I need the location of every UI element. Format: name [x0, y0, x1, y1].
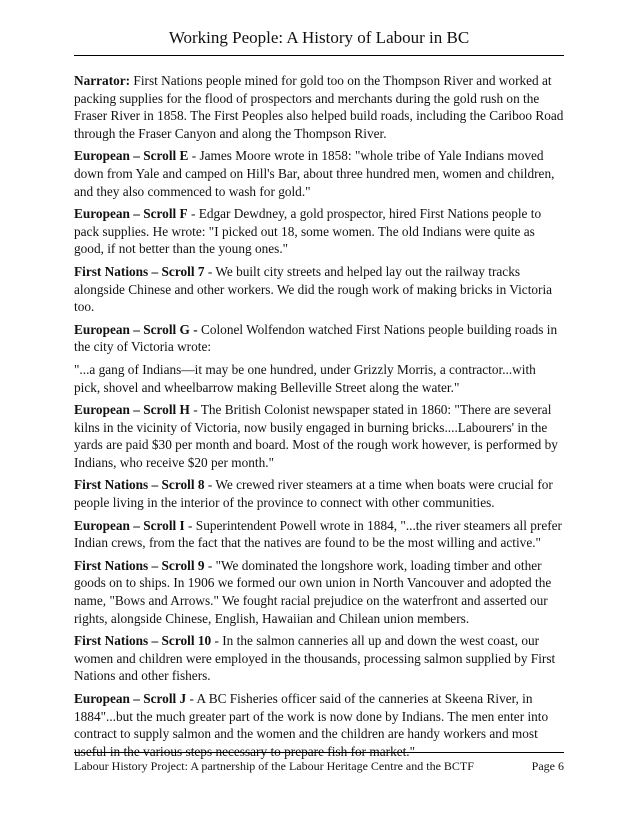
- paragraph-scroll-8: [74, 476, 564, 511]
- speaker-label: Narrator:: [74, 73, 131, 88]
- paragraph-text: "...a gang of Indians—it may be one hundred, under Grizzly Morris, a contractor...with pick, shovel and wheelbarrow making Belleville Street along the water.": [74, 361, 536, 395]
- speaker-label: European – Scroll H: [74, 402, 190, 418]
- paragraph-text: Colonel Wolfendon watched First Nations people building roads in the city of Victoria wrote:: [74, 321, 558, 355]
- paragraph-text: - We built city streets and helped lay out the railway tracks alongside Chinese and other workers. We did the rough work of making bricks in Victoria too.: [74, 263, 553, 315]
- speaker-label: First Nations – Scroll 8: [74, 477, 205, 493]
- paragraph-scroll-h: [74, 401, 564, 471]
- header-divider: [74, 55, 564, 56]
- speaker-label: First Nations – Scroll 9: [74, 557, 205, 573]
- paragraph-scroll-f: [74, 205, 564, 258]
- footer-credit: Labour History Project: A partnership of the Labour Heritage Centre and the BCTF: [74, 759, 474, 773]
- paragraph-text: - Superintendent Powell wrote in 1884, "...the river steamers all prefer Indian crews, from the fact that the natives are found to be the most willing and active.": [74, 517, 562, 551]
- footer-divider: [74, 752, 564, 753]
- paragraph-text: - A BC Fisheries officer said of the canneries at Skeena River, in 1884"...but the much greater part of the work is now done by Indians. The men enter into contract to supply salmon and the women and the children are handy workers and most useful in the various steps necessary to prepare fish for market.": [74, 691, 549, 759]
- document-body: [74, 72, 564, 765]
- paragraph-scroll-10: [74, 632, 564, 685]
- paragraph-text: - We crewed river steamers at a time when boats were crucial for people living in the interior of the province to connect with other communities.: [74, 477, 553, 511]
- speaker-label: European – Scroll E: [74, 148, 189, 164]
- speaker-label: European – Scroll F: [74, 206, 188, 222]
- paragraph-text: - Edgar Dewdney, a gold prospector, hired First Nations people to pack supplies. He wrote: "I picked out 18, some women. The old Indians were quite as good, if not better than the young ones.": [74, 206, 542, 257]
- speaker-label: European – Scroll J: [74, 691, 187, 706]
- paragraph-text: - James Moore wrote in 1858: "whole tribe of Yale Indians moved down from Yale and camped on Hill's Bar, about three hundred men, women and children, and they also commenced to wash for gold.": [74, 148, 555, 199]
- speaker-label: First Nations – Scroll 10: [74, 633, 212, 649]
- paragraph-text: First Nations people mined for gold too on the Thompson River and worked at packing supplies for the flood of prospectors and merchants during the gold rush on the Fraser River in 1858. The First Peoples also helped build roads, including the Cariboo Road through the Fraser Canyon and along the Thompson River.: [74, 73, 564, 141]
- speaker-label: European – Scroll I: [74, 517, 185, 533]
- paragraph-text: - In the salmon canneries all up and down the west coast, our women and children were employed in the thousands, processing salmon supplied by First Nations and other fishers.: [74, 633, 556, 684]
- paragraph-scroll-9: [74, 557, 564, 627]
- paragraph-scroll-e: [74, 147, 564, 200]
- paragraph-scroll-i: [74, 517, 564, 552]
- paragraph-scroll-j: [74, 690, 564, 760]
- paragraph-scroll-g: [74, 321, 564, 356]
- paragraph-text: - The British Colonist newspaper stated in 1860: "There are several kilns in the vicinity of Victoria, now busily engaged in burning bricks....Labourers' in the yards are paid $30 per month and board. Most of the rough work however, is performed by Indians, who receive $20 per month.": [74, 402, 558, 470]
- paragraph-scroll-7: [74, 263, 564, 316]
- paragraph-text: - "We dominated the longshore work, loading timber and other goods on to ships. In 1906 we formed our own union in North Vancouver and adopted the name, "Bows and Arrows." We fought racial prejudice on the waterfront and asserted our rights, alongside Chinese, English, Hawaiian and Chilean union members.: [74, 557, 552, 626]
- speaker-label: First Nations – Scroll 7: [74, 263, 205, 279]
- page-number: Page 6: [531, 759, 564, 773]
- speaker-label: European – Scroll G -: [74, 321, 198, 337]
- page-footer: [74, 759, 564, 774]
- page-header: Working People: A History of Labour in BC: [168, 28, 470, 47]
- paragraph-quote-wolfendon: [74, 361, 564, 396]
- paragraph-narrator: [74, 72, 564, 142]
